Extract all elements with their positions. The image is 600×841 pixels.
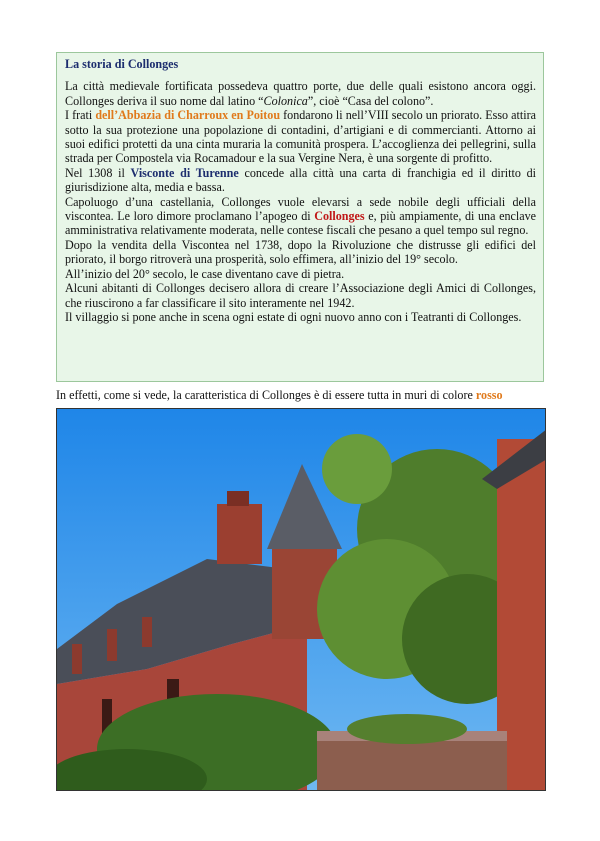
paragraph-castellany: Capoluogo d’una castellania, Collonges vuole elevarsi a sede nobile degli ufficiali della viscontea. Le loro dimore proclamano l’apogeo di Collonges e, più ampiamente, di una enclave amministrativa relativamente moderata, nelle contese fiscali che pesano a quel tempo sul regno. (65, 194, 537, 238)
abbey-name: dell’Abbazia di Charroux en Poitou (95, 108, 281, 123)
paragraph-gates: La città medievale fortificata possedeva quattro porte, due delle quali esistono ancora oggi. Collonges deriva il suo nome dal latino “Colonica”, cioè “Casa del colono”. (65, 79, 536, 108)
history-box (56, 52, 544, 382)
paragraph-theatre: Il villaggio si pone anche in scena ogni estate di ogni nuovo anno con i Teatranti di Collonges. (65, 309, 522, 324)
collonges-photo (56, 408, 546, 791)
paragraph-priory: I frati dell’Abbazia di Charroux en Poitou fondarono li nell’VIII secolo un priorato. Esso attira sotto la sua protezione una popolazione di contadini, d’artigiani e di commercianti. Attorno ai suoi edifici protetti da una cinta muraria la comunità prospera. L’accoglienza dei pellegrini, sulla strada per Compostela via Rocamadour e la sua Vergine Nera, è una sorgente di profitto. (65, 108, 537, 166)
paragraph-association: Alcuni abitanti di Collonges decisero allora di creare l’Associazione degli Amici di Collonges, che riuscirono a far classificare il sito interamente nel 1942. (65, 281, 536, 310)
paragraph-quarries: All’inizio del 20° secolo, le case diventano cave di pietra. (65, 266, 345, 281)
photo-caption: In effetti, come si vede, la caratteristica di Collonges è di essere tutta in muri di colore rosso (56, 388, 503, 402)
rosso-highlight: rosso (475, 388, 503, 402)
paragraph-sale: Dopo la vendita della Viscontea nel 1738, dopo la Rivoluzione che distrusse gli edifici del priorato, il borgo ritroverà una prosperità, solo effimera, all’inizio del 19° secolo. (65, 237, 536, 267)
paragraph-charter: Nel 1308 il Visconte di Turenne concede alla città una carta di franchigia ed il diritto di giurisdizione alta, media e bassa. (65, 165, 536, 195)
viscount-name: Visconte di Turenne (130, 165, 239, 180)
history-title: La storia di Collonges (65, 57, 179, 71)
red-stone-houses-image (57, 409, 546, 791)
collonges-highlight: Collonges (314, 209, 365, 224)
